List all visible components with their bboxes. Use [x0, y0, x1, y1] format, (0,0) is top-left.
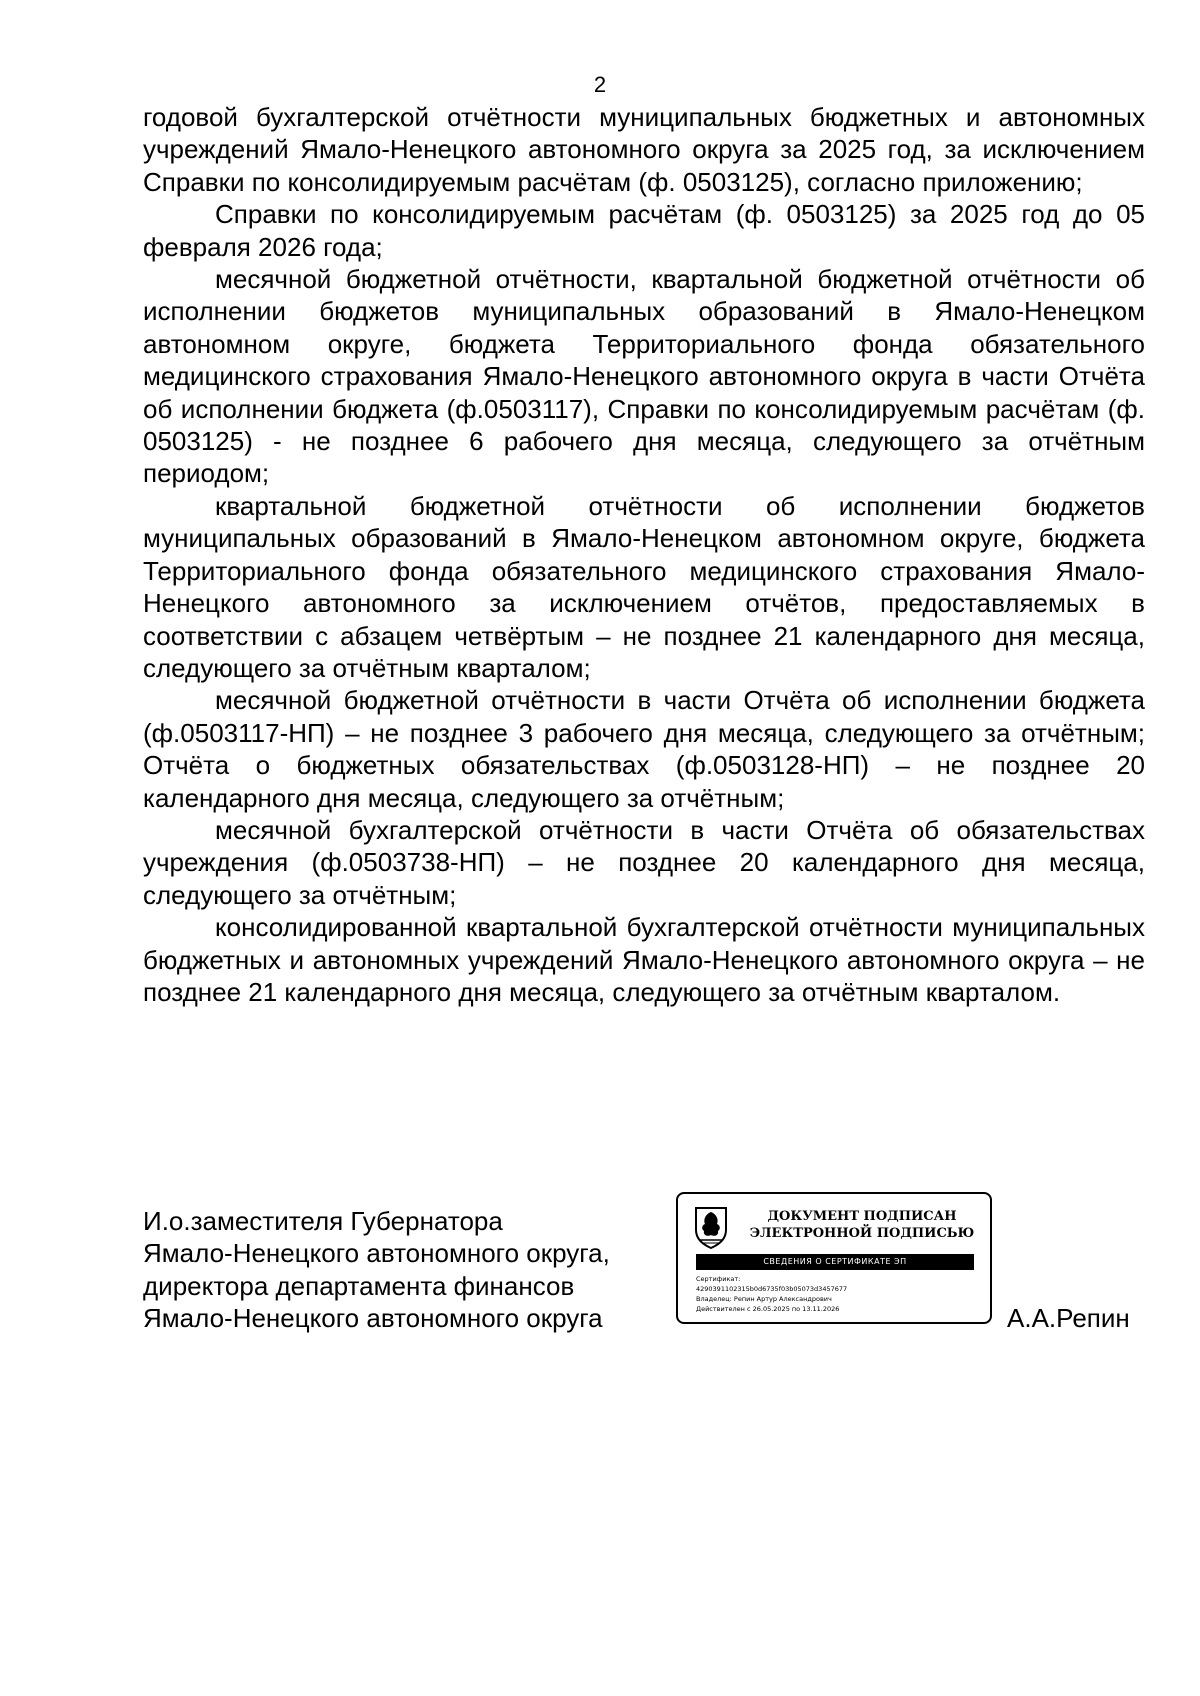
certificate-details	[696, 1274, 982, 1314]
paragraph: месячной бухгалтерской отчётности в части Отчёта об обязательствах учреждения (ф.0503738-НП) – не позднее 20 календарного дня месяца, следующего за отчётным;	[143, 814, 1145, 910]
certificate-info-bar: СВЕДЕНИЯ О СЕРТИФИКАТЕ ЭП	[696, 1254, 974, 1270]
certificate-owner: Владелец: Репин Артур Александрович	[696, 1295, 832, 1303]
stamp-title-line: ДОКУМЕНТ ПОДПИСАН	[767, 1209, 957, 1224]
signatory-position-line: И.о.заместителя Губернатора	[143, 1206, 503, 1236]
document-body	[143, 101, 1145, 1008]
paragraph: месячной бюджетной отчётности в части Отчёта об исполнении бюджета (ф.0503117-НП) – не позднее 3 рабочего дня месяца, следующего за отчётным; Отчёта о бюджетных обязательствах (ф.0503128-НП) – не позднее 20 календарного дня месяца, следующего за отчётным;	[143, 685, 1145, 813]
certificate-validity: Действителен с 26.05.2025 по 13.11.2026	[696, 1305, 840, 1313]
signatory-position-line: Ямало-Ненецкого автономного округа,	[143, 1238, 610, 1269]
paragraph: консолидированной квартальной бухгалтерской отчётности муниципальных бюджетных и автономных учреждений Ямало-Ненецкого автономного округа – не позднее 21 календарного дня месяца, следующего за отчётным кварталом.	[143, 912, 1145, 1007]
yamal-coat-of-arms-icon	[692, 1204, 730, 1250]
signatory-name: А.А.Репин	[1007, 1303, 1130, 1333]
stamp-title-line: ЭЛЕКТРОННОЙ ПОДПИСЬЮ	[749, 1226, 975, 1241]
signatory-position-line: Ямало-Ненецкого автономного округа	[143, 1303, 603, 1334]
paragraph: квартальной бюджетной отчётности об исполнении бюджетов муниципальных образований в Ямало-Ненецком автономном округе, бюджета Территориального фонда обязательного медицинского страхования Ямало-Ненецкого автономного за исключением отчётов, предоставляемых в соответствии с абзацем четвёртым – не позднее 21 календарного дня месяца, следующего за отчётным кварталом;	[143, 490, 1145, 683]
signatory-position	[143, 1205, 610, 1335]
paragraph: месячной бюджетной отчётности, квартальной бюджетной отчётности об исполнении бюджетов муниципальных образований в Ямало-Ненецком автономном округе, бюджета Территориального фонда обязательного медицинского страхования Ямало-Ненецкого автономного округа в части Отчёта об исполнении бюджета (ф.0503117), Справки по консолидируемым расчётам (ф. 0503125) - не позднее 6 рабочего дня месяца, следующего за отчётным периодом;	[143, 264, 1145, 489]
paragraph: Справки по консолидируемым расчётам (ф. 0503125) за 2025 год до 05 февраля 2026 года;	[143, 199, 1145, 262]
certificate-label: Сертификат:	[696, 1275, 741, 1283]
certificate-number: 4290391102315b0d6735f03b05073d3457677	[696, 1285, 848, 1293]
signatory-position-line: директора департамента финансов	[143, 1270, 575, 1301]
paragraph: годовой бухгалтерской отчётности муниципальных бюджетных и автономных учреждений Ямало-Ненецкого автономного округа за 2025 год, за исключением Справки по консолидируемым расчётам (ф. 0503125), согласно приложению;	[143, 102, 1145, 197]
electronic-signature-stamp	[676, 1192, 992, 1324]
stamp-title	[742, 1208, 982, 1242]
page-number: 2	[593, 72, 607, 97]
